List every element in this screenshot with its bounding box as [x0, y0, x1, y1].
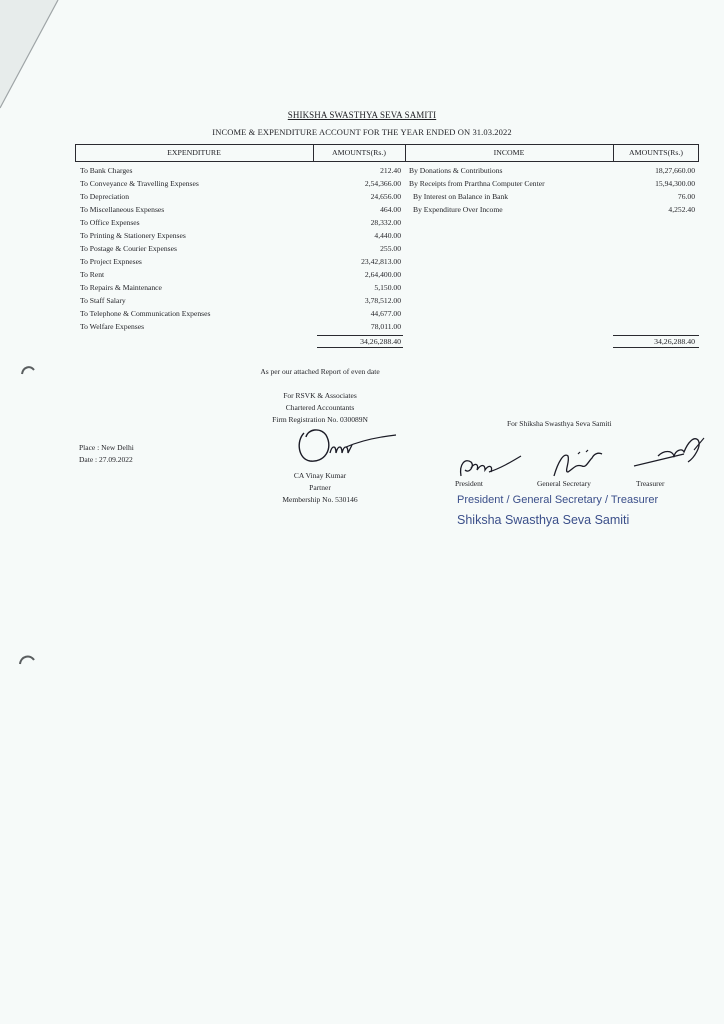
expenditure-label: To Repairs & Maintenance [80, 283, 162, 292]
expenditure-label: To Miscellaneous Expenses [80, 205, 165, 214]
income-label: By Interest on Balance in Bank [413, 192, 509, 201]
income-label: By Expenditure Over Income [413, 205, 503, 214]
header-amount-left: AMOUNTS(Rs.) [332, 148, 386, 157]
expenditure-amount: 28,332.00 [370, 218, 401, 227]
society-stamp-roles: President / General Secretary / Treasurer [457, 494, 659, 506]
expenditure-label: To Conveyance & Travelling Expenses [80, 179, 199, 188]
expenditure-amount: 2,54,366.00 [364, 179, 401, 188]
date: Date : 27.09.2022 [79, 455, 133, 464]
expenditure-amount: 255.00 [380, 244, 401, 253]
expenditure-label: To Postage & Courier Expenses [80, 244, 177, 253]
income-amount: 76.00 [677, 192, 695, 201]
total-top-rule-left [317, 335, 403, 336]
role-treasurer: Treasurer [636, 479, 665, 488]
expenditure-label: To Rent [80, 270, 105, 279]
page-fold-shadow [0, 0, 60, 110]
header-income: INCOME [493, 148, 525, 157]
auditor-designation: Partner [309, 483, 331, 492]
expenditure-label: To Bank Charges [80, 166, 133, 175]
income-amount: 4,252.40 [668, 205, 695, 214]
income-amount: 18,27,660.00 [655, 166, 695, 175]
total-income: 34,26,288.40 [654, 337, 695, 346]
place: Place : New Delhi [79, 443, 134, 452]
expenditure-amount: 4,440.00 [374, 231, 401, 240]
role-secretary: General Secretary [537, 479, 591, 488]
total-top-rule-right [613, 335, 699, 336]
expenditure-label: To Project Expneses [80, 257, 142, 266]
auditor-signature [290, 423, 400, 468]
firm-registration: Firm Registration No. 030089N [272, 415, 368, 424]
expenditure-amount: 2,64,400.00 [364, 270, 401, 279]
income-expenditure-table [75, 144, 699, 348]
role-president: President [455, 479, 483, 488]
expenditure-label: To Depreciation [80, 192, 130, 201]
organization-title: SHIKSHA SWASTHYA SEVA SAMITI [287, 110, 437, 120]
expenditure-label: To Staff Salary [80, 296, 126, 305]
secretary-signature [548, 442, 608, 482]
expenditure-label: To Welfare Expenses [80, 322, 145, 331]
expenditure-amount: 44,677.00 [370, 309, 401, 318]
expenditure-amount: 464.00 [380, 205, 401, 214]
income-label: By Receipts from Prarthna Computer Center [409, 179, 545, 188]
society-for-line: For Shiksha Swasthya Seva Samiti [507, 419, 612, 428]
society-stamp-name: Shiksha Swasthya Seva Samiti [457, 513, 630, 527]
expenditure-amount: 78,011.00 [370, 322, 401, 331]
total-expenditure: 34,26,288.40 [360, 337, 401, 346]
auditor-firm: For RSVK & Associates [283, 391, 357, 400]
treasurer-signature [628, 432, 708, 472]
income-label: By Donations & Contributions [409, 166, 503, 175]
auditor-firm-type: Chartered Accountants [285, 403, 355, 412]
header-amount-right: AMOUNTS(Rs.) [629, 148, 683, 157]
total-bottom-rule-left [317, 347, 403, 348]
punch-hole-mark [20, 362, 36, 378]
report-note: As per our attached Report of even date [260, 367, 380, 376]
expenditure-amount: 23,42,813.00 [361, 257, 401, 266]
total-bottom-rule-right [613, 347, 699, 348]
expenditure-amount: 5,150.00 [374, 283, 401, 292]
income-amount: 15,94,300.00 [655, 179, 695, 188]
punch-hole-mark [18, 652, 36, 668]
expenditure-amount: 3,78,512.00 [364, 296, 401, 305]
expenditure-label: To Office Expenses [80, 218, 140, 227]
auditor-name: CA Vinay Kumar [293, 471, 347, 480]
header-expenditure: EXPENDITURE [167, 148, 221, 157]
expenditure-amount: 212.40 [380, 166, 401, 175]
header-top-border [75, 144, 699, 145]
expenditure-label: To Printing & Stationery Expenses [80, 231, 186, 240]
expenditure-amount: 24,656.00 [370, 192, 401, 201]
expenditure-label: To Telephone & Communication Expenses [80, 309, 211, 318]
statement-title: INCOME & EXPENDITURE ACCOUNT FOR THE YEAR ENDED ON 31.03.2022 [212, 127, 512, 137]
membership-number: Membership No. 530146 [282, 495, 358, 504]
header-bottom-border [75, 161, 699, 162]
